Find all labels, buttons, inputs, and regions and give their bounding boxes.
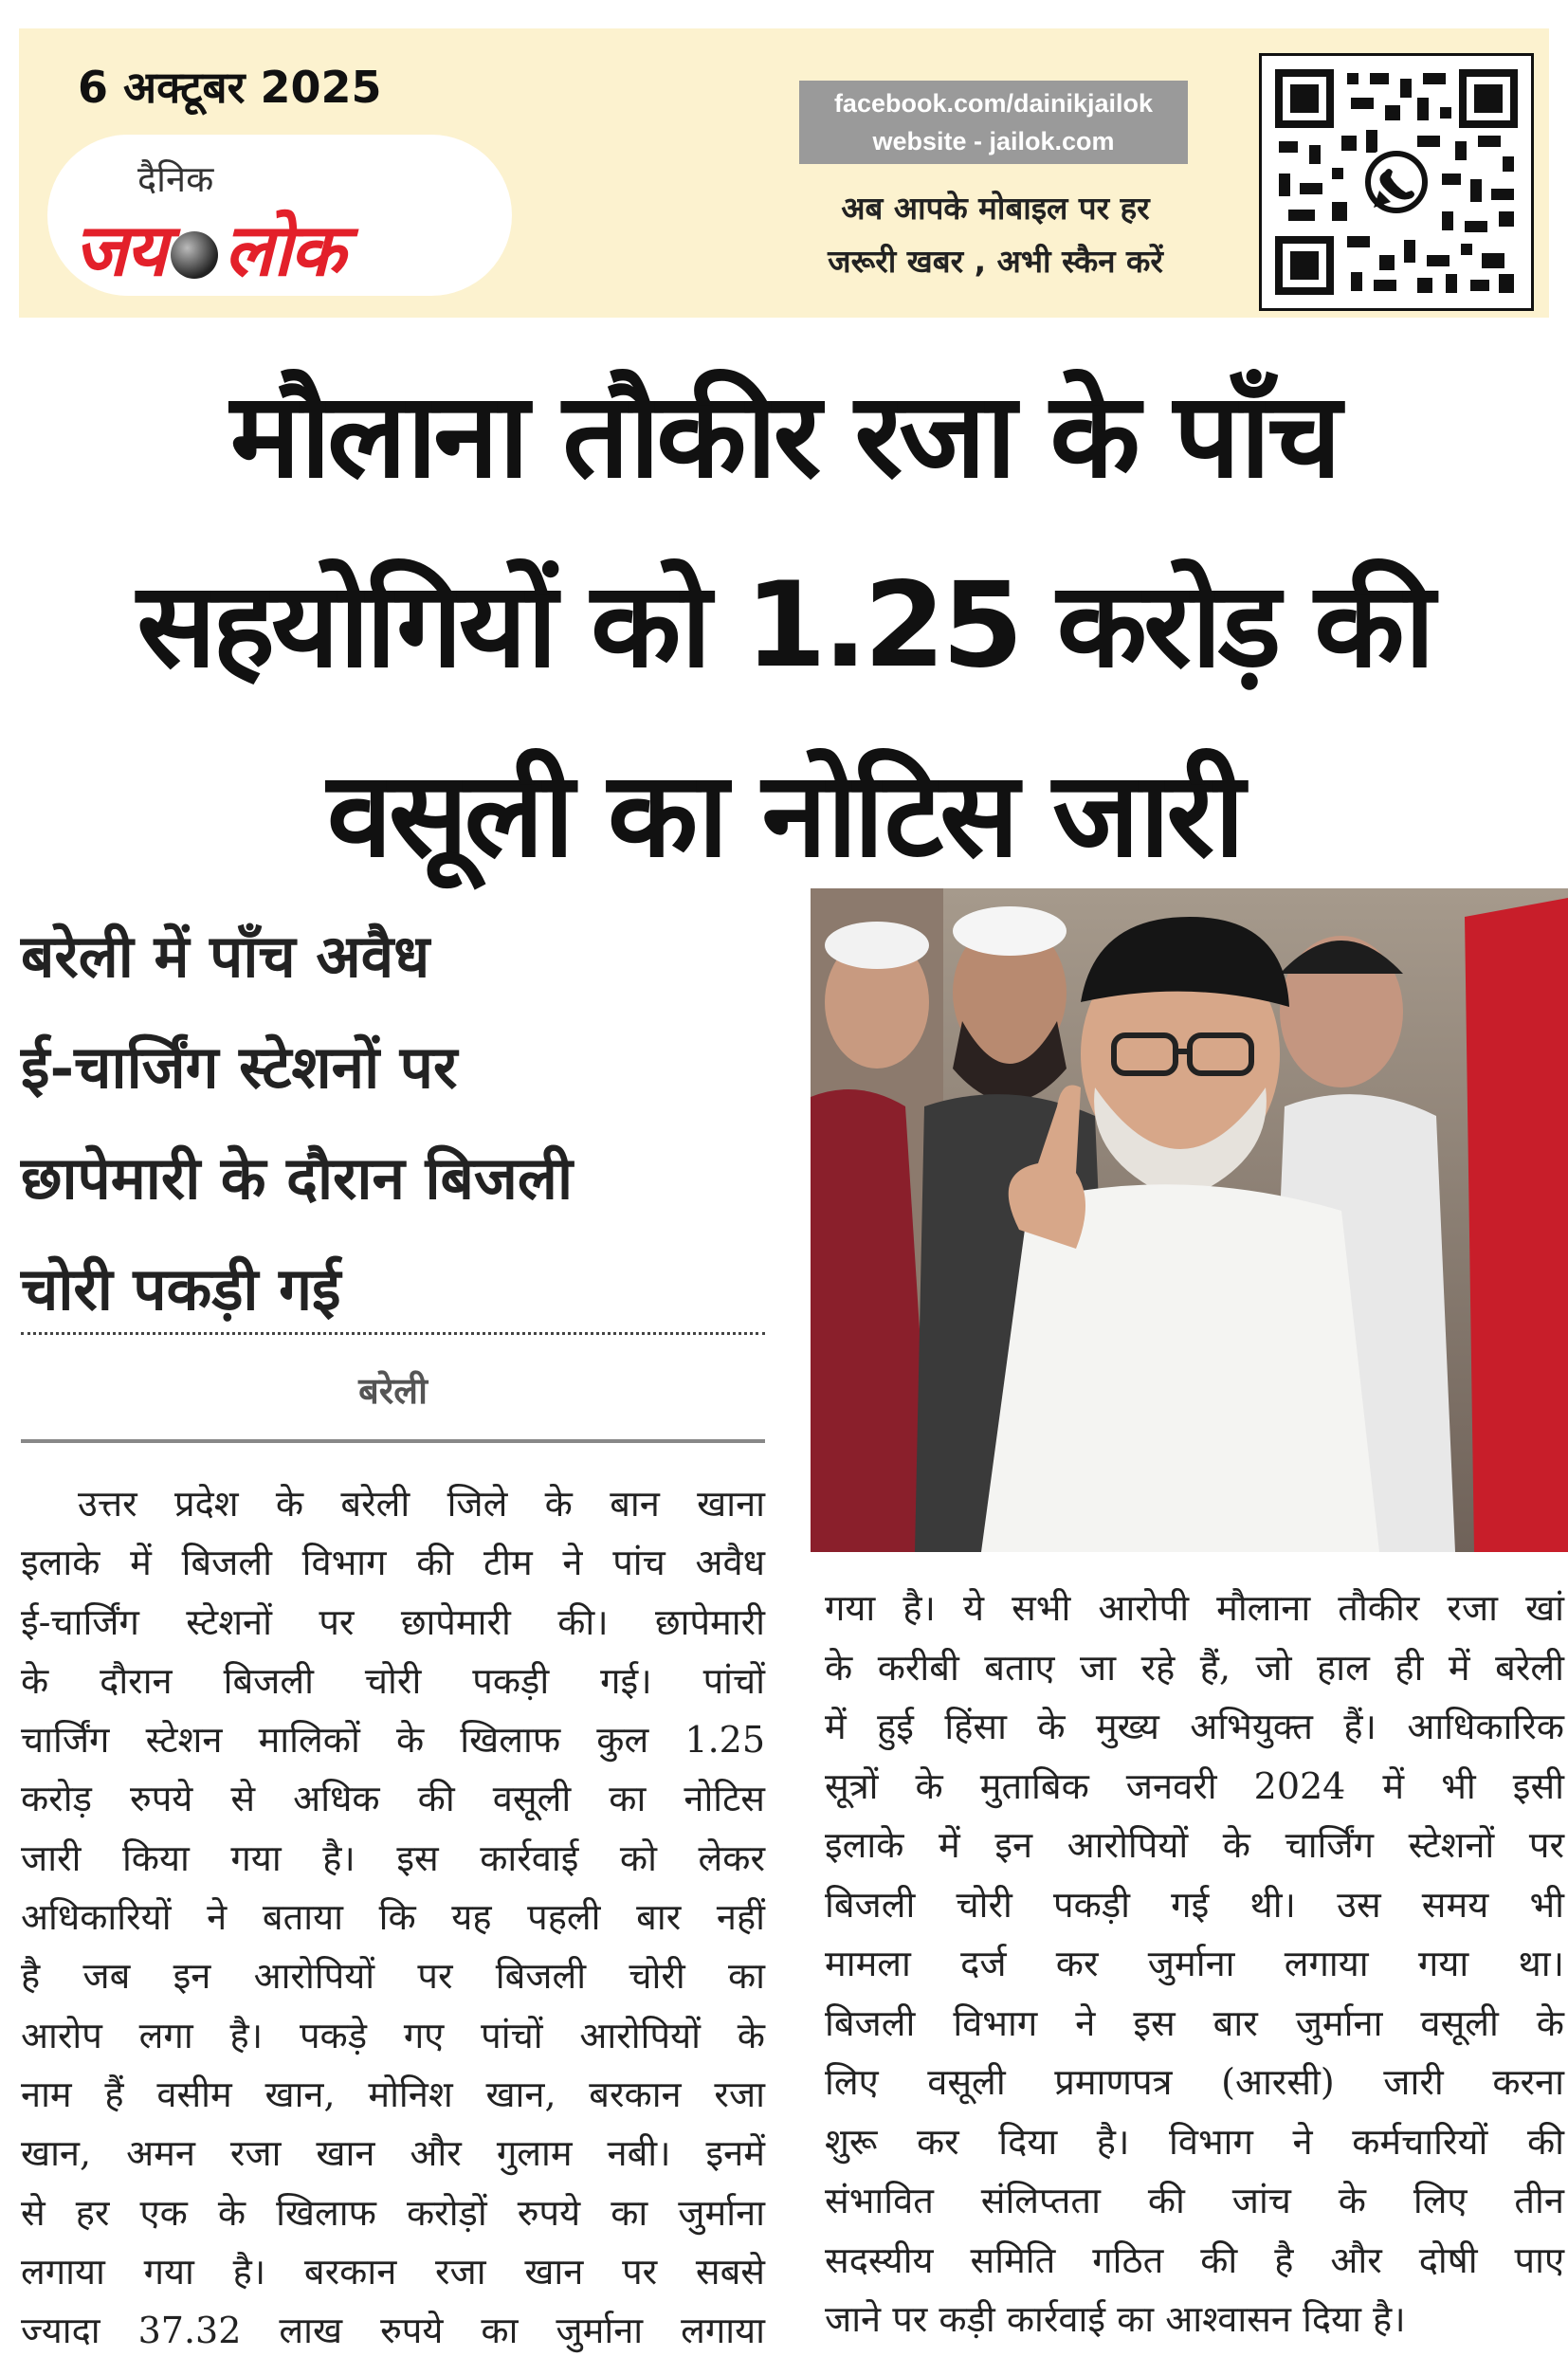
headline-line-2: सहयोगियों को 1.25 करोड़ की [137, 557, 1431, 694]
headline-line-3: वसूली का नोटिस जारी [326, 747, 1242, 884]
body-line: खान, अमन रजा खान और गुलाम नबी। इनमें [21, 2132, 765, 2175]
dotted-divider [21, 1332, 765, 1335]
body-line: के दौरान बिजली चोरी पकड़ी गई। पांचों [21, 1659, 765, 1702]
body-line: जारी किया गया है। इस कार्रवाई को लेकर [21, 1836, 765, 1879]
body-line: में हुई हिंसा के मुख्य अभियुक्त हैं। आधिकारिक [825, 1706, 1564, 1747]
subhead-line-2: ई-चार्जिंग स्टेशनों पर [21, 1032, 458, 1102]
body-line: संभावित संलिप्तता की जांच के लिए तीन [825, 2180, 1564, 2221]
body-line: मामला दर्ज कर जुर्माना लगाया गया था। [825, 1943, 1564, 1984]
body-line: चार्जिंग स्टेशन मालिकों के खिलाफ कुल 1.25 [21, 1719, 765, 1762]
logo-wordmark [74, 199, 343, 297]
headline [0, 341, 1568, 910]
body-line: सूत्रों के मुताबिक जनवरी 2024 में भी इसी [825, 1764, 1564, 1807]
body-line: है जब इन आरोपियों पर बिजली चोरी का [21, 1955, 765, 1998]
body-column-left [21, 1474, 765, 2360]
body-line: से हर एक के खिलाफ करोड़ों रुपये का जुर्माना [21, 2191, 765, 2234]
body-line: इलाके में इन आरोपियों के चार्जिंग स्टेशनों पर [825, 1824, 1564, 1866]
qr-code[interactable] [1259, 53, 1534, 311]
body-line: लगाया गया है। बरकान रजा खान पर सबसे [21, 2250, 765, 2293]
body-line: लिए वसूली प्रमाणपत्र (आरसी) जारी करना [825, 2061, 1564, 2103]
scan-prompt-line-1: अब आपके मोबाइल पर हर [841, 190, 1150, 227]
newspaper-logo[interactable] [47, 135, 512, 296]
logo-left-word: जय [74, 208, 166, 292]
qr-code-graphic [1275, 69, 1518, 295]
body-line: शुरू कर दिया है। विभाग ने कर्मचारियों की [825, 2120, 1564, 2163]
body-line: ई-चार्जिंग स्टेशनों पर छापेमारी की। छापेमारी [21, 1600, 765, 1643]
body-line: बिजली विभाग ने इस बार जुर्माना वसूली के [825, 2001, 1564, 2044]
social-links-box [799, 81, 1188, 164]
body-line: नाम हैं वसीम खान, मोनिश खान, बरकान रजा [21, 2073, 765, 2115]
news-photo-graphic [811, 888, 1568, 1552]
logo-small-text: दैनिक [137, 158, 214, 200]
body-line: आरोप लगा है। पकड़े गए पांचों आरोपियों के [21, 2014, 765, 2056]
body-line: जाने पर कड़ी कार्रवाई का आश्वासन दिया है। [825, 2298, 1406, 2340]
facebook-link[interactable]: facebook.com/dainikjailok [833, 89, 1154, 118]
subhead-line-4: चोरी पकड़ी गई [21, 1254, 341, 1324]
body-column-right [825, 1579, 1564, 2349]
body-line: बिजली चोरी पकड़ी गई थी। उस समय भी [825, 1883, 1564, 1926]
website-link[interactable]: website - jailok.com [872, 127, 1115, 155]
dateline: बरेली [358, 1369, 428, 1412]
logo-right-word: लोक [224, 208, 344, 292]
subhead-line-3: छापेमारी के दौरान बिजली [21, 1143, 574, 1213]
sub-headline [21, 901, 770, 1344]
dateline-rule [21, 1439, 765, 1443]
body-line: ज्यादा 37.32 लाख रुपये का जुर्माना लगाया [21, 2310, 765, 2352]
subhead-line-1: बरेली में पाँच अवैध [21, 922, 430, 991]
body-line: सदस्यीय समिति गठित की है और दोषी पाए [825, 2238, 1564, 2281]
body-line: अधिकारियों ने बताया कि यह पहली बार नहीं [21, 1896, 765, 1939]
body-line: गया है। ये सभी आरोपी मौलाना तौकीर रजा खां [825, 1587, 1564, 1629]
body-line: करोड़ रुपये से अधिक की वसूली का नोटिस [21, 1778, 765, 1820]
news-photo [811, 888, 1568, 1552]
headline-line-1: मौलाना तौकीर रजा के पाँच [229, 368, 1339, 504]
body-line: इलाके में बिजली विभाग की टीम ने पांच अवैध [21, 1542, 765, 1584]
scan-prompt-line-2: जरूरी खबर , अभी स्कैन करें [828, 243, 1163, 280]
body-line: उत्तर प्रदेश के बरेली जिले के बान खाना [78, 1483, 765, 1525]
issue-date: 6 अक्टूबर 2025 [78, 62, 382, 113]
scan-prompt [792, 182, 1199, 288]
body-line: के करीबी बताए जा रहे हैं, जो हाल ही में बरेली [825, 1646, 1564, 1689]
masthead [19, 28, 1549, 318]
globe-icon [171, 231, 218, 279]
